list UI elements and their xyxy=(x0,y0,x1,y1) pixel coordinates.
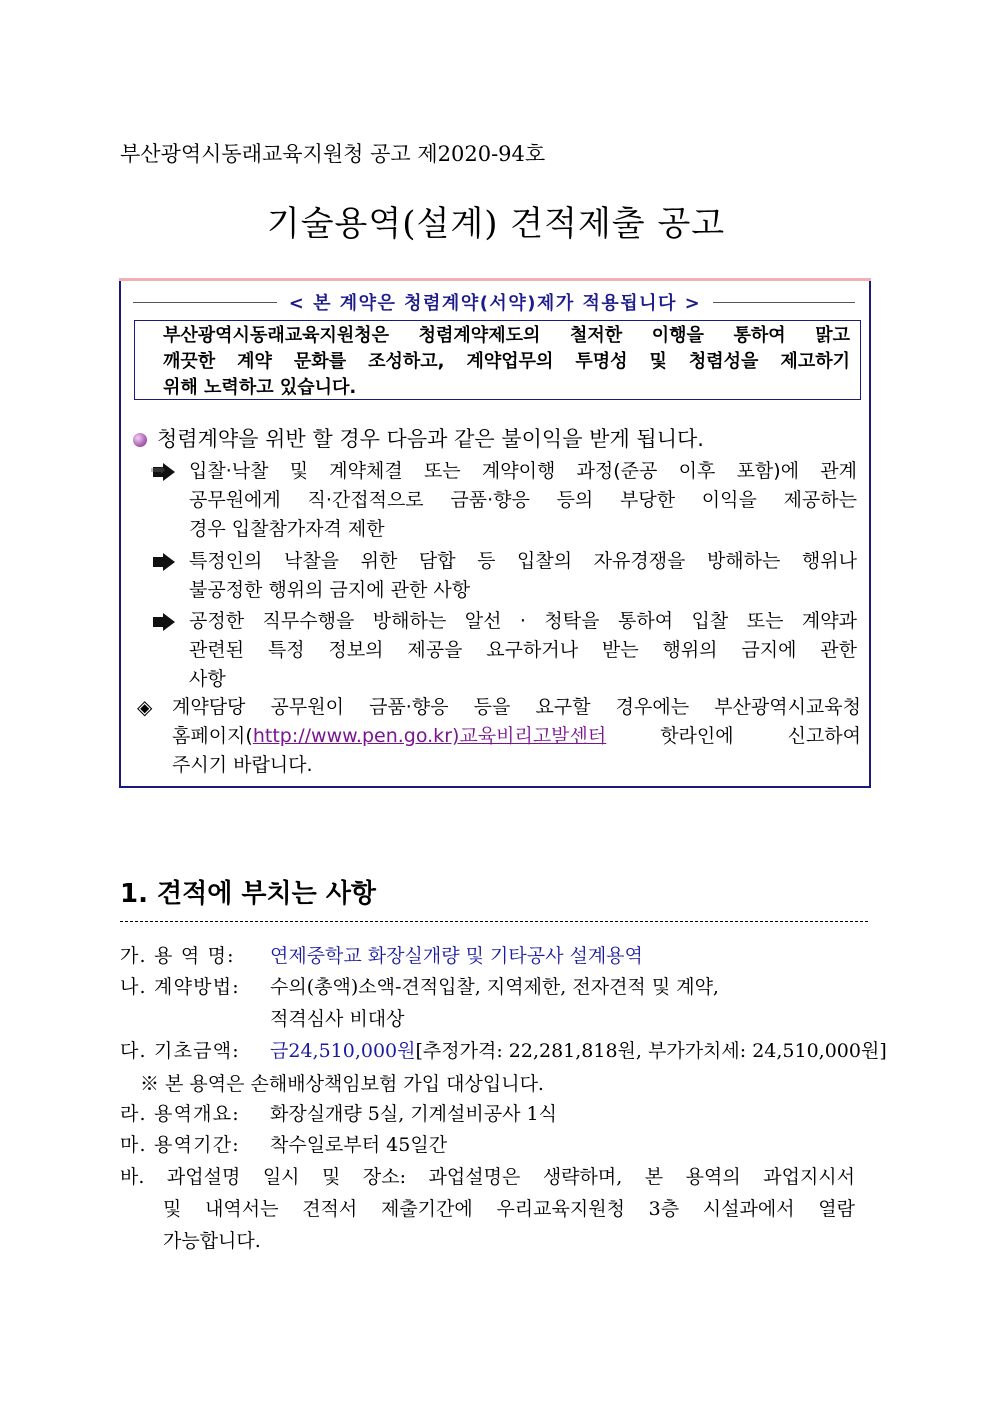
service-name: 연제중학교 화장실개량 및 기타공사 설계용역 xyxy=(270,945,643,967)
contract-method-cont: 적격심사 비대상 xyxy=(270,1008,405,1030)
intro-line: 부산광역시동래교육지원청은 청렴계약제도의 철저한 이행을 통하여 맑고 xyxy=(163,325,850,346)
report-line: 주시기 바랍니다. xyxy=(172,754,313,776)
penalty-item xyxy=(151,457,861,544)
base-amount-row xyxy=(120,1036,887,1067)
service-overview-row xyxy=(120,1099,557,1130)
service-name-row xyxy=(120,941,643,972)
penalty-lead: 청렴계약을 위반 할 경우 다음과 같은 불이익을 받게 됩니다. xyxy=(133,423,853,453)
briefing-line: 및 내역서는 견적서 제출기간에 우리교육지원청 3층 시설과에서 열람 xyxy=(163,1198,855,1220)
penalty-item xyxy=(151,547,861,605)
intro-line: 위해 노력하고 있습니다. xyxy=(163,377,357,398)
report-line: 계약담당 공무원이 금품·향응 등을 요구할 경우에는 부산광역시교육청 xyxy=(172,696,861,718)
row-label: 라. 용역개요: xyxy=(120,1103,240,1125)
briefing-line: 바. 과업설명 일시 및 장소: 과업설명은 생략하며, 본 용역의 과업지시서 xyxy=(120,1166,855,1188)
integrity-intro-box xyxy=(134,320,861,400)
briefing-line: 가능합니다. xyxy=(163,1230,261,1252)
notice-number: 부산광역시동래교육지원청 공고 제2020-94호 xyxy=(120,142,546,166)
row-label: 나. 계약방법: xyxy=(120,976,240,998)
penalty-line: 사항 xyxy=(189,668,226,690)
row-label: 가. 용 역 명: xyxy=(120,945,235,967)
service-overview: 화장실개량 5실, 기계설비공사 1식 xyxy=(270,1103,557,1125)
integrity-contract-box xyxy=(119,278,871,788)
penalty-line: 경우 입찰참가자격 제한 xyxy=(189,518,385,540)
penalty-line: 특정인의 낙찰을 위한 담합 등 입찰의 자유경쟁을 방해하는 행위나 xyxy=(189,550,857,572)
report-notice xyxy=(137,693,861,780)
section-title: 1. 견적에 부치는 사항 xyxy=(120,879,377,909)
row-label: 다. 기초금액: xyxy=(120,1040,240,1062)
contract-method-row xyxy=(120,972,719,1003)
row-label: 마. 용역기간: xyxy=(120,1134,240,1156)
insurance-note: ※ 본 용역은 손해배상책임보험 가입 대상입니다. xyxy=(140,1073,544,1095)
base-amount: 금24,510,000원 xyxy=(270,1040,416,1062)
arrow-right-icon xyxy=(151,613,175,631)
service-period: 착수일로부터 45일간 xyxy=(270,1134,448,1156)
integrity-heading: < 본 계약은 청렴계약(서약)제가 적용됩니다 > xyxy=(121,289,869,315)
bullet-dot-icon xyxy=(133,433,147,447)
intro-line: 깨끗한 계약 문화를 조성하고, 계약업무의 투명성 및 청렴성을 제고하기 xyxy=(163,351,850,372)
document-title: 기술용역(설계) 견적제출 공고 xyxy=(266,204,726,244)
dashed-divider xyxy=(120,921,868,922)
arrow-right-icon xyxy=(151,463,175,481)
contract-method: 수의(총액)소액-견적입찰, 지역제한, 전자견적 및 계약, xyxy=(270,976,719,998)
report-center-link[interactable]: http://www.pen.go.kr)교육비리고발센터 xyxy=(252,725,607,747)
diamond-bullet-icon: ◈ xyxy=(137,695,153,719)
penalty-line: 입찰·낙찰 및 계약체결 또는 계약이행 과정(준공 이후 포함)에 관계 xyxy=(189,460,857,482)
report-line: 홈페이지(http://www.pen.go.kr)교육비리고발센터 핫라인에 신고하여 xyxy=(172,725,861,747)
penalty-line: 공정한 직무수행을 방해하는 알선 · 청탁을 통하여 입찰 또는 계약과 xyxy=(189,610,857,632)
arrow-right-icon xyxy=(151,553,175,571)
penalty-line: 공무원에게 직·간접적으로 금품·향응 등의 부당한 이익을 제공하는 xyxy=(189,489,857,511)
penalty-line: 불공정한 행위의 금지에 관한 사항 xyxy=(189,579,471,601)
penalty-line: 관련된 특정 정보의 제공을 요구하거나 받는 행위의 금지에 관한 xyxy=(189,639,857,661)
amount-detail: [추정가격: 22,281,818원, 부가가치세: 24,510,000원] xyxy=(415,1040,887,1062)
penalty-item xyxy=(151,607,861,694)
service-period-row xyxy=(120,1130,447,1161)
